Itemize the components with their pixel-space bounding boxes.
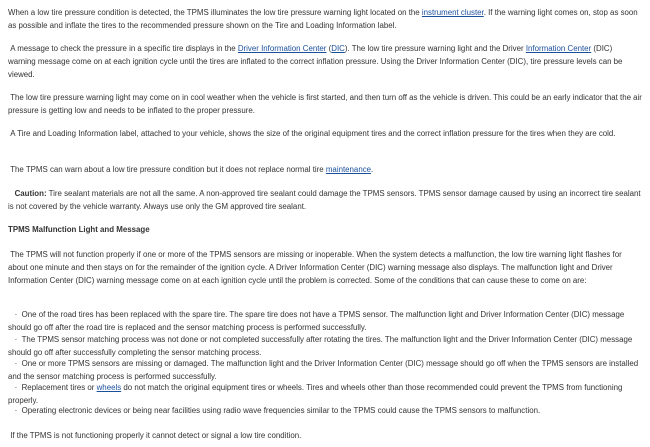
bullet-marker: · xyxy=(14,335,18,344)
link-wheels[interactable]: wheels xyxy=(96,383,122,392)
text: (DIC) warning message come on at each ignition cycle until the tires are inflated to the correct inflation pressure. Using the Driver Information Center (DIC), tire pressure levels can be viewed. xyxy=(8,44,623,79)
paragraph-malfunction xyxy=(8,248,642,287)
text: If the TPMS is not functioning properly it cannot detect or signal a low tire condition. xyxy=(10,431,302,440)
text: One or more TPMS sensors are missing or damaged. The malfunction light and the Driver Information Center (DIC) message should go off when the TPMS sensors are installed and the sensor matching process is performed successfully. xyxy=(8,359,639,381)
paragraph-tpms-warning xyxy=(8,6,642,32)
text: A message to check the pressure in a specific tire displays in the xyxy=(10,44,238,53)
link-instrument-cluster[interactable]: instrument cluster xyxy=(421,8,484,17)
text: When a low tire pressure condition is detected, the TPMS illuminates the low tire pressure warning light located on the xyxy=(8,8,422,17)
text: Operating electronic devices or being near facilities using radio wave frequencies similar to the TPMS could cause the TPMS sensors to malfunction. xyxy=(21,406,541,415)
list-item xyxy=(8,308,642,334)
caution-note xyxy=(8,187,642,213)
paragraph-cool-weather xyxy=(8,91,642,117)
bullet-marker: · xyxy=(14,383,18,392)
text: Replacement tires or xyxy=(21,383,97,392)
paragraph-maintenance xyxy=(8,163,642,176)
paragraph-tire-label xyxy=(8,127,642,140)
caution-text: Tire sealant materials are not all the same. A non-approved tire sealant could damage the TPMS sensors. TPMS sensor damage caused by using an incorrect tire sealant is not covered by the vehicle warranty. Always use only the GM approved tire sealant. xyxy=(8,189,641,211)
paragraph-dic-message xyxy=(8,42,642,81)
text: One of the road tires has been replaced with the spare tire. The spare tire does not have a TPMS sensor. The malfunction light and Driver Information Center (DIC) message should go off after the road tire is replaced and the sensor matching process is performed successfully. xyxy=(8,310,625,332)
list-item xyxy=(8,404,642,417)
bullet-marker: · xyxy=(14,359,18,368)
text: A Tire and Loading Information label, attached to your vehicle, shows the size of the original equipment tires and the correct inflation pressure for the tires when they are cold. xyxy=(10,129,616,138)
link-driver-information-center[interactable]: Driver Information Center xyxy=(237,44,327,53)
list-item xyxy=(8,357,642,383)
text: ). The low tire pressure warning light and the Driver xyxy=(344,44,526,53)
text: ( xyxy=(326,44,332,53)
text: . If the warning light comes on, stop as soon as possible and inflate the tires to the recommended pressure shown on the Tire and Loading Information label. xyxy=(8,8,638,30)
list-item xyxy=(8,333,642,359)
text: The TPMS sensor matching process was not done or not completed successfully after rotating the tires. The malfunction light and the Driver Information Center (DIC) message should go off after successfully completing the sensor matching process. xyxy=(8,335,633,357)
caution-label: Caution: xyxy=(14,189,47,198)
paragraph-not-functioning xyxy=(8,429,642,442)
section-heading: TPMS Malfunction Light and Message xyxy=(8,225,150,234)
text: do not match the original equipment tires or wheels. Tires and wheels other than those recommended could prevent the TPMS from functioning properly. xyxy=(8,383,623,405)
link-information-center[interactable]: Information Center xyxy=(525,44,592,53)
bullet-marker: · xyxy=(14,310,18,319)
link-maintenance[interactable]: maintenance xyxy=(325,165,372,174)
text: The low tire pressure warning light may come on in cool weather when the vehicle is first started, and then turn off as the vehicle is driven. This could be an early indicator that the air pressure is getting low and needs to be inflated to the proper pressure. xyxy=(8,93,642,115)
link-dic[interactable]: DIC xyxy=(331,44,345,53)
text: The TPMS can warn about a low tire pressure condition but it does not replace normal tire xyxy=(10,165,326,174)
text: . xyxy=(371,165,374,174)
bullet-marker: · xyxy=(14,406,18,415)
text: The TPMS will not function properly if one or more of the TPMS sensors are missing or inoperable. When the system detects a malfunction, the low tire warning light flashes for about one minute and then stays on for the remainder of the ignition cycle. A Driver Information Center (DIC) warning message also displays. The malfunction light and Driver Information Center (DIC) warning message come on at each ignition cycle until the problem is corrected. Some of the conditions that can cause these to come on are: xyxy=(8,250,622,285)
